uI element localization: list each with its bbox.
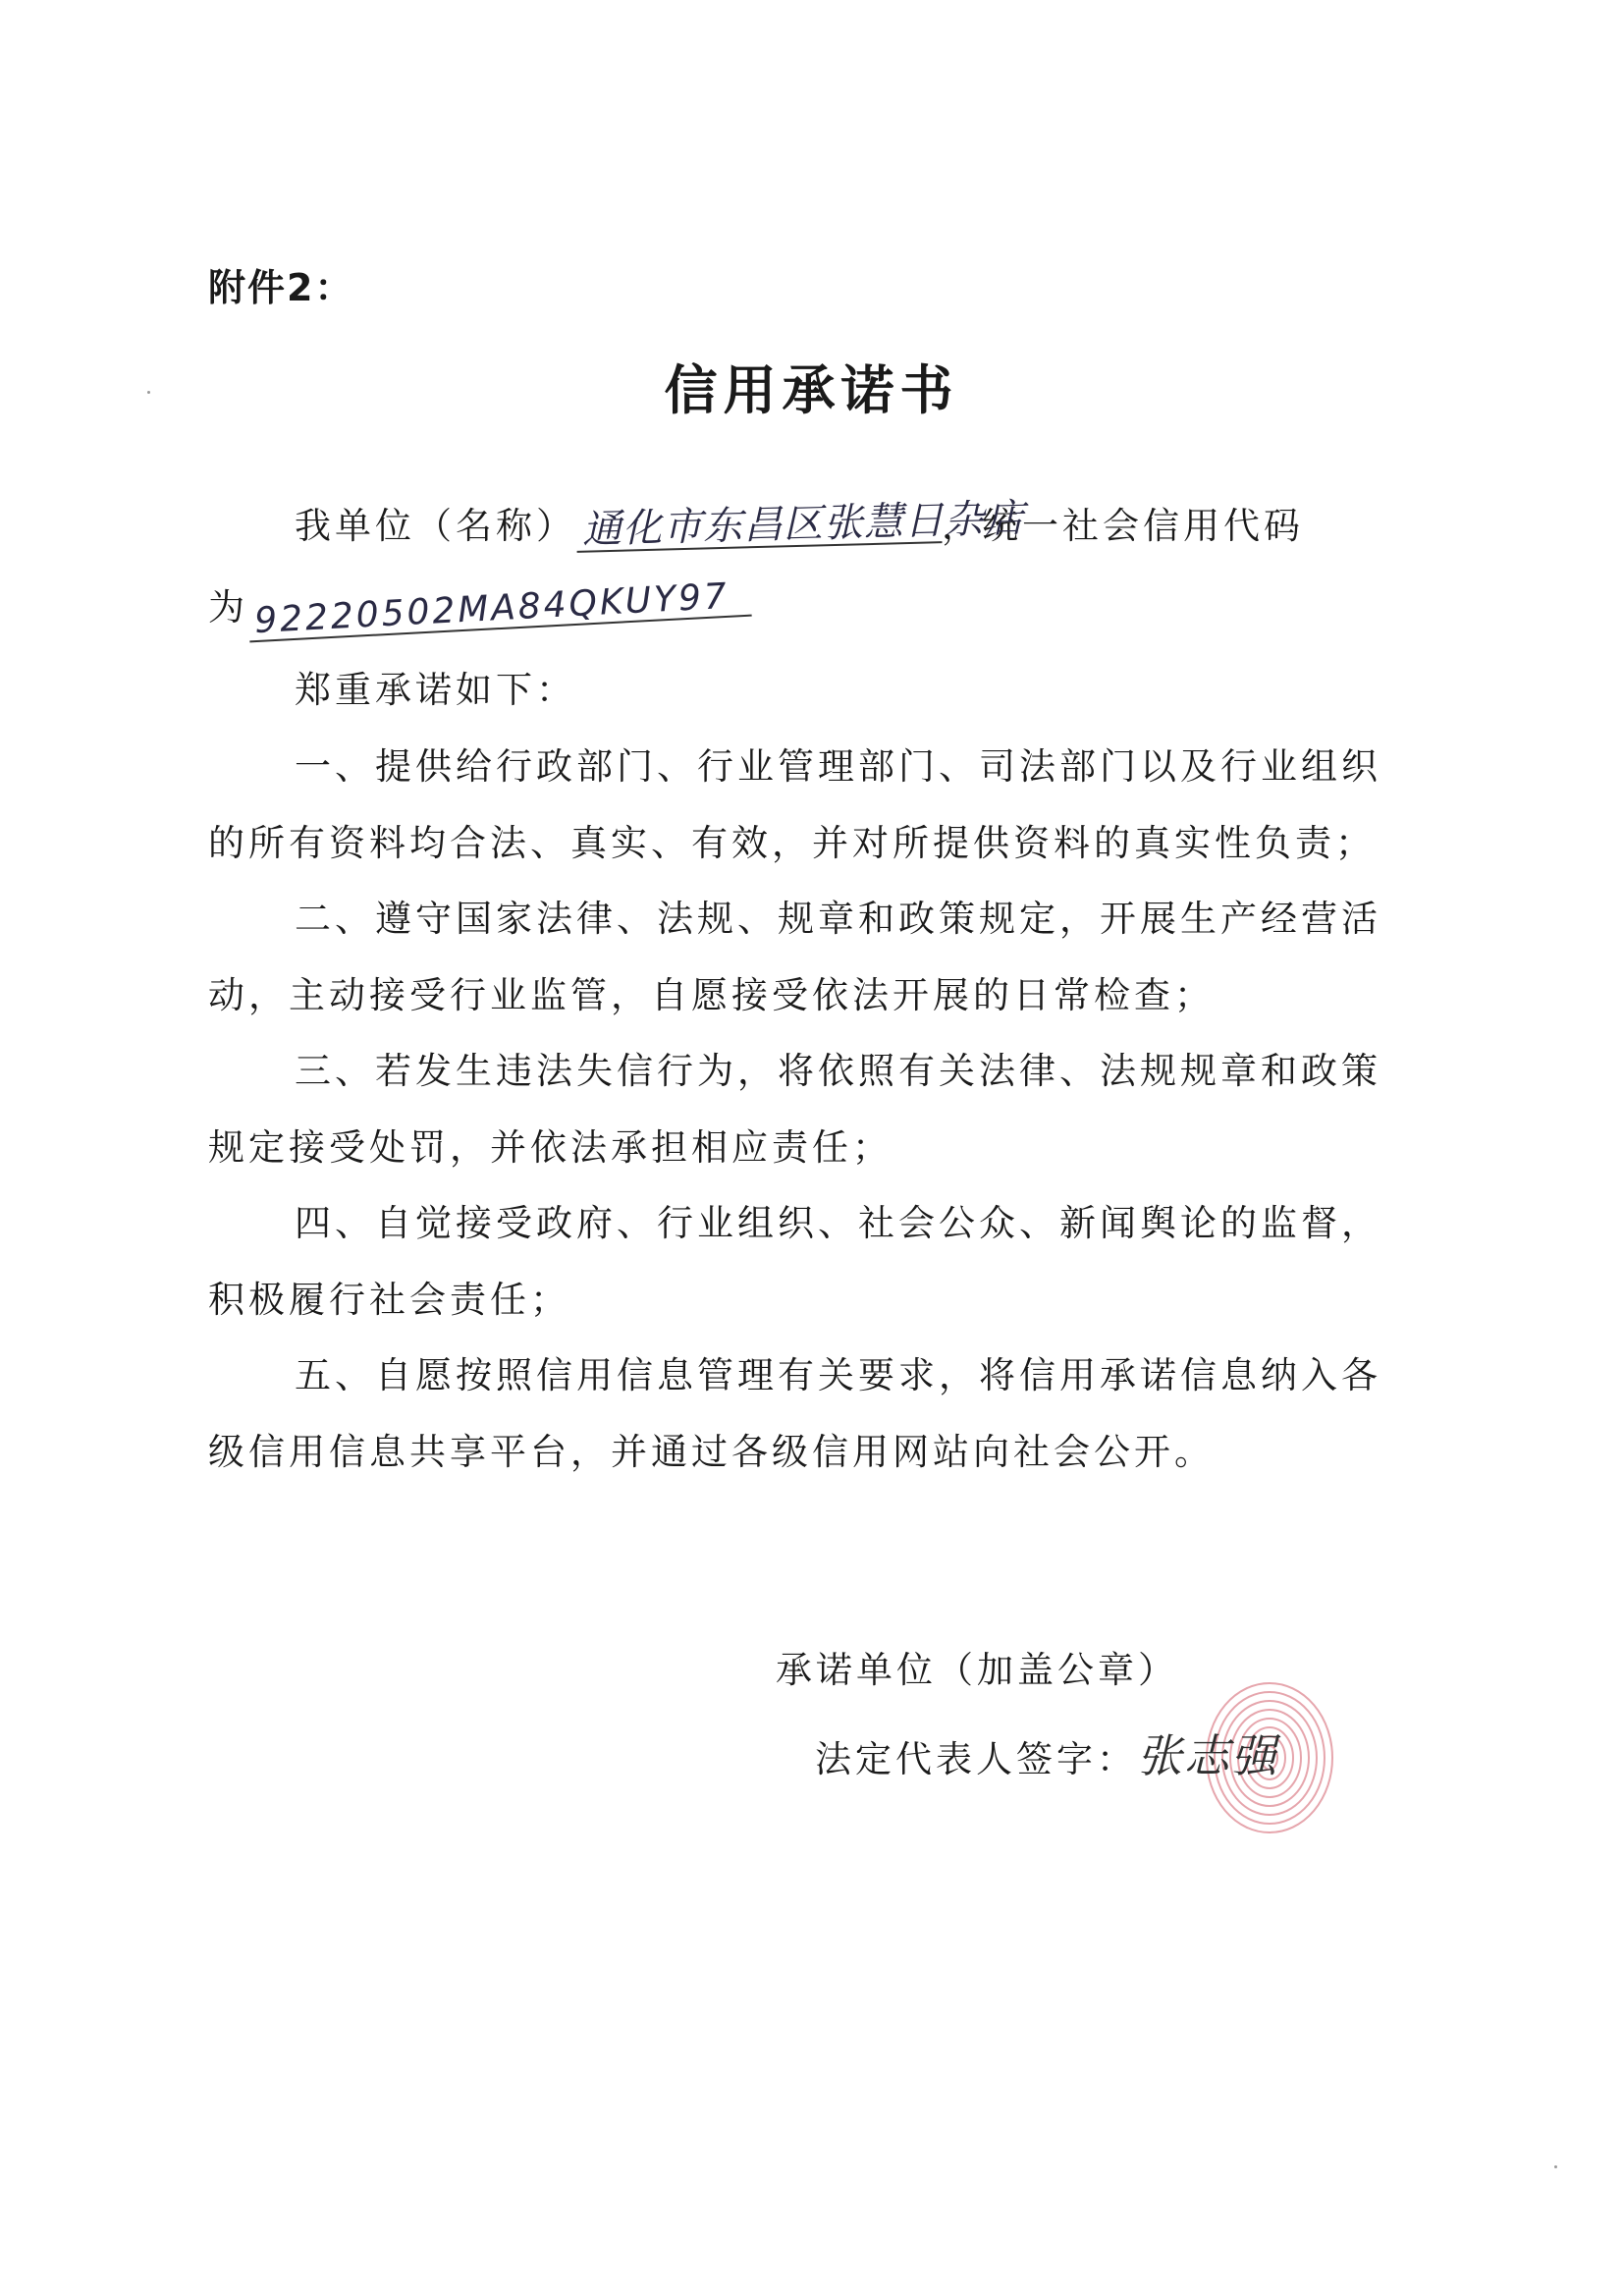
- commitment-4a: 四、自觉接受政府、行业组织、社会公众、新闻舆论的监督，: [295, 1202, 1381, 1244]
- legal-rep-row: [815, 1721, 1278, 1785]
- scan-speck: [147, 391, 150, 394]
- intro-line-1: [295, 495, 1492, 553]
- legal-rep-signature: 张志强: [1137, 1729, 1278, 1782]
- pledge-line: 郑重承诺如下：: [295, 669, 576, 711]
- commitment-3a: 三、若发生违法失信行为，将依照有关法律、法规规章和政策: [295, 1050, 1381, 1092]
- commitment-1b: 的所有资料均合法、真实、有效，并对所提供资料的真实性负责；: [208, 822, 1376, 864]
- promising-unit-label: 承诺单位（加盖公章）: [776, 1649, 1178, 1691]
- commitment-5a: 五、自愿按照信用信息管理有关要求，将信用承诺信息纳入各: [295, 1354, 1381, 1396]
- intro-middle: ，统一社会信用代码: [942, 505, 1304, 547]
- commitment-5b: 级信用信息共享平台，并通过各级信用网站向社会公开。: [208, 1431, 1215, 1473]
- scan-speck: [1554, 2165, 1557, 2168]
- commitment-4b: 积极履行社会责任；: [208, 1279, 570, 1321]
- attachment-label: 附件2：: [208, 266, 354, 309]
- code-prefix: 为: [208, 586, 248, 629]
- commitment-2a: 二、遵守国家法律、法规、规章和政策规定，开展生产经营活: [295, 898, 1381, 940]
- legal-rep-label: 法定代表人签字：: [815, 1738, 1137, 1780]
- commitment-3b: 规定接受处罚，并依法承担相应责任；: [208, 1126, 893, 1169]
- commitment-1a: 一、提供给行政部门、行业管理部门、司法部门以及行业组织: [295, 745, 1381, 788]
- unit-name-handwritten: 通化市东昌区张慧日杂店: [575, 500, 942, 553]
- intro-line-2: [208, 575, 1406, 642]
- document-title: 信用承诺书: [664, 359, 959, 421]
- credit-code-handwritten: 92220502MA84QKUY97: [247, 577, 751, 643]
- intro-prefix: 我单位（名称）: [295, 505, 576, 547]
- commitment-2b: 动，主动接受行业监管，自愿接受依法开展的日常检查；: [208, 974, 1215, 1016]
